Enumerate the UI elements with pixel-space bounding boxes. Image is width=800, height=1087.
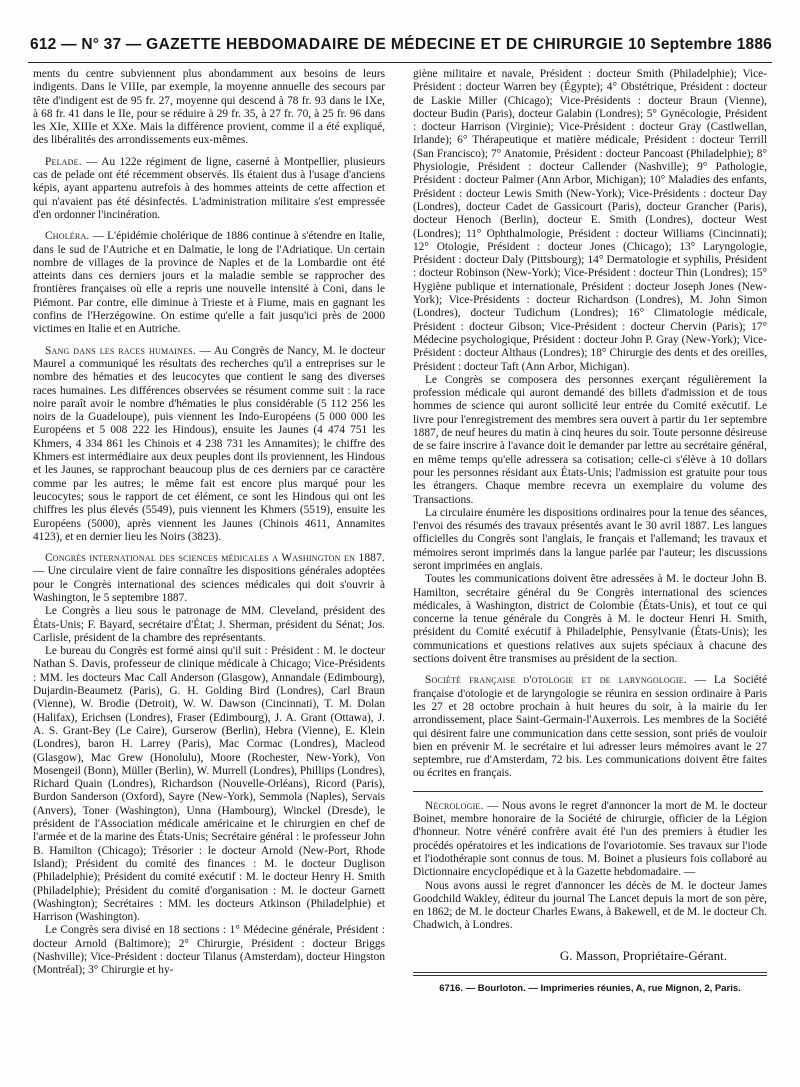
issue-date: 10 Septembre 1886 (628, 36, 772, 53)
page-header (30, 36, 772, 60)
right-column (413, 68, 767, 995)
paragraph-congres-patronage: Le Congrès a lieu sous le patronage de MM. Cleveland, président des États-Unis; F. Bayard, secrétaire d'État; J. Sherman, président du Sénat; Jos. Carlisle, président de la chambre des représentants. (33, 605, 385, 644)
heading-pelade: Pelade. (45, 155, 82, 168)
paragraph-circulaire: La circulaire énumère les dispositions ordinaires pour la tenue des séances, l'envoi des résumés des travaux présentés avant le 30 avril 1887. Les langues officielles du Congrès sont l'anglais, le français et l'allemand; les travaux et mémoires seront imprimés dans la langue parlée par l'auteur; les discussions seront imprimées en anglais. (413, 506, 767, 572)
page-number: 612 (30, 36, 57, 53)
paragraph-necrologie-2: Nous avons aussi le regret d'annoncer les décès de M. le docteur James Goodchild Wakley, éditeur du journal The Lancet depuis la mort de son père, en 1862; de M. le docteur Charles Ewans, à Bakewell, et de M. le docteur Ch. Chadwich, à Londres. (413, 879, 767, 932)
heading-necrologie: Nécrologie. (425, 799, 484, 812)
left-column (33, 68, 385, 978)
text-sang: — Au Congrès de Nancy, M. le docteur Maurel a communiqué les résultats des recherches qu'il a entreprises sur le nombre des hématies et des leucocytes que contient le sang des diverses races humaines. Les différences observées se résument comme suit : la race noire paraît avoir le nombre d'hématies le plus considérable (5 112 256 les noirs de la Guadeloupe), puis viennent les Indo-Européens (5 000 000 les Européens et 5 008 222 les Hindous), ensuite les Jaunes (4 474 751 les Khmers, 4 334 861 les Chinois et 4 238 731 les Annamites); le chiffre des Khmers est intermédiaire aux deux peuples dont ils proviennent, les Hindous et les Jaunes, se rapprochant beaucoup plus de ces derniers par ce caractère comme par les autres; le même fait est encore plus marqué pour les leucocytes; sous le rapport de cet élément, ce sont les Hindous qui ont les chiffres les plus élevés (5549), puis viennent les Khmers (5519), ensuite les Européens (5000), après viennent les Jaunes (Chinois 4611, Annamites 4123), et en dernier lieu les Noirs (3823). (33, 344, 385, 543)
issue-number: — N° 37 — (61, 36, 142, 53)
text-necrologie: — Nous avons le regret d'annoncer la mort de M. le docteur Boinet, membre honoraire de la Société de chirurgie, officier de la Légion d'honneur. Notre vénéré confrère avait été l'un des premiers à étudier les procédés opératoires et les indications de l'ovariotomie. Ses travaux sur l'iode et l'iodothérapie sont connus de tous. M. Boinet a plusieurs fois collaboré au Dictionnaire encyclopédique et à la Gazette hebdomadaire. — (413, 799, 767, 879)
paragraph-communications: Toutes les communications doivent être adressées à M. le docteur John B. Hamilton, secrétaire général du 9e Congrès international des sciences médicales, à Washington, district de Colombie (États-Unis), et tout ce qui concerne la tenue générale du Congrès à M. le docteur Henri H. Smith, président du Comité exécutif à Philadelphie, Pensylvanie (États-Unis); les communications et questions relatives aux sujets spéciaux à chacune des sections doivent être transmises au président de la section. (413, 573, 767, 666)
heading-congres: Congrès international des sciences médicales a Washington en 1887. (45, 552, 385, 565)
paragraph-cholera (33, 230, 385, 336)
paragraph-congres-sections: Le Congrès sera divisé en 18 sections : 1° Médecine générale, Président : docteur Arnold (Baltimore); 2° Chirurgie, Président : docteur Briggs (Nashville); Vice-Président : docteur Tilanus (Amsterdam), docteur Hingston (Montréal); 3° Chirurgie et hy- (33, 924, 385, 977)
paragraph-sang (33, 345, 385, 544)
text-pelade: — Au 122e régiment de ligne, caserné à Montpellier, plusieurs cas de pelade ont été récemment observés. Ils étaient dus à l'usage d'anciens képis, ayant appartenu autrefois à des hommes atteints de cette affection et qui n'avaient pas été désinfectés. L'administration militaire s'est empressée d'en ordonner l'incinération. (33, 155, 385, 221)
paragraph-pelade (33, 156, 385, 222)
paragraph-arrondissements: ments du centre subviennent plus abondamment aux besoins de leurs indigents. Dans le VIIIe, par exemple, la moyenne annuelle des secours par tête d'indigent est de 95 fr. 27, moyenne qui descend à 78 fr. 93 dans le IXe, à 68 fr. 41 dans le IIe, pour se réduire à 29 fr. 35, à 27 fr. 70, à 25 fr. 96 dans les XIe, XIIIe et XXe. Mais la différence provient, comme il a été expliqué, des libéralités des arrondissements eux-mêmes. (33, 68, 385, 147)
publisher-signature: G. Masson, Propriétaire-Gérant. (559, 947, 727, 963)
heading-sang: Sang dans les races humaines. (45, 344, 196, 357)
section-divider (413, 791, 763, 792)
paragraph-congres-bureau: Le bureau du Congrès est formé ainsi qu'il suit : Président : M. le docteur Nathan S. Davis, professeur de clinique médicale à Chicago; Vice-Présidents : MM. les docteurs Mac Call Anderson (Glasgow), Annandale (Edimbourg), Dujardin-Beaumetz (Paris), G. H. Golding Bird (Londres), Carl Braun (Vienne), W. Brodie (Detroit), W. W. Dawson (Cincinnati), T. M. Dolan (Halifax), Erichsen (Londres), Fraser (Edimbourg), J. A. Grant (Ottawa), J. A. S. Grant-Bey (Le Caire), Gurserow (Berlin), Hebra (Vienne), E. Klein (Londres), baron H. Larrey (Paris), Mac Cormac (Londres), Macleod (Glasgow), Mac Grew (Honolulu), Moore (Rochester, New-York), Von Mosengeil (Bonn), Müller (Berlin), W. Murrell (Londres), Phillips (Londres), Richard Quain (Londres), Richardson (Nouvelle-Orléans), Ricord (Paris), Burdon Sanderson (Oxford), Sayre (New-York), Semmola (Naples), Servais (Anvers), Toner (Washington), Unna (Hambourg), Winckel (Dresde), le président de l'Association médicale américaine et le chirurgien en chef de l'armée et de la marine des États-Unis; Secrétaire général : le professeur John B. Hamilton (Chicago); Trésorier : le docteur Arnold (New-Port, Rhode Island); Président du comité des finances : M. le docteur Duglison (Philadelphie); Président du comité exécutif : M. le docteur Henry H. Smith (Philadelphie); Président du comité d'organisation : M. le docteur Garnett (Washington); Secrétaires : MM. les docteurs Atkinson (Philadelphie) et Harrison (Washington). (33, 645, 385, 924)
header-rule (28, 62, 772, 63)
paragraph-societe (413, 674, 767, 780)
paragraph-necrologie (413, 800, 767, 880)
heading-societe: Société française d'otologie et de laryngologie. (425, 674, 687, 687)
paragraph-sections-cont: giène militaire et navale, Président : docteur Smith (Philadelphie); Vice-Président : docteur Warren bey (Égypte); 4° Obstétrique, Président : docteur de Laskie Miller (Chicago); Vice-Présidents : docteur Braun (Vienne), docteur Budin (Paris), docteur Galabin (Londres); 5° Gynécologie, Président : docteur Harrison (Virginie); Vice-Président : docteur Gray (Castlwellan, Irlande); 6° Thérapeutique et matière médicale, Président : docteur Terrill (San Francisco); 7° Anatomie, Président : docteur Pancoast (Philadelphie); 8° Physiologie, Président : docteur Callender (Nashville); 9° Pathologie, Président : docteur Palmer (Ann Arbor, Michigan); 10° Maladies des enfants, Président : docteur Lewis Smith (New-York); Vice-Présidents : docteur Day (Londres), docteur Cadet de Gassicourt (Paris), docteur Grancher (Paris), docteur Henoch (Berlin), docteur E. Smith (Londres), docteur West (Londres); 11° Ophthalmologie, Président : docteur Williams (Cincinnati); 12° Otologie, Président : docteur Jones (Chicago); 13° Laryngologie, Président : docteur Daly (Pittsbourg); 14° Dermatologie et syphilis, Président : docteur Robinson (New-York); Vice-Président : docteur Thin (Londres); 15° Hygiène publique et internationale, Président : docteur Joseph Jones (New-York); Vice-Présidents : docteur Richardson (Londres), M. John Simon (Londres), docteur Tudichum (Londres); 16° Climatologie médicale, Président : docteur Gibson; Vice-Président : docteur Chervin (Paris); 17° Médecine psychologique, Président : docteur John P. Gray (New-York); Vice-Président : docteur Althaus (Londres); 18° Chirurgie des dents et des oreilles, Président : docteur Taft (Ann Arbor, Michigan). (413, 68, 767, 373)
paragraph-congres (33, 552, 385, 605)
footer-rule-2 (413, 975, 767, 976)
heading-cholera: Choléra. (45, 230, 90, 243)
text-congres-intro: — Une circulaire vient de faire connaître les dispositions générales adoptées pour le Congrès international des sciences médicales qui doit s'ouvrir à Washington, le 5 septembre 1887. (33, 565, 385, 604)
footer-rule (413, 972, 767, 973)
paragraph-composition: Le Congrès se composera des personnes exerçant régulièrement la profession médicale qui auront demandé des billets d'admission et de tous hommes de science qui auront sollicité leur entrée du Comité exécutif. Le livre pour l'enregistrement des membres sera ouvert à partir du 1er septembre 1887, de neuf heures du matin à cinq heures du soir. Toute personne désireuse de se faire inscrire à l'avance doit le demander par lettre au secrétaire général, en même temps qu'elle adressera sa cotisation; celle-ci s'élève à 10 dollars pour les personnes résidant aux États-Unis; l'admission est gratuite pour tous les étrangers. Chaque membre recevra un exemplaire du volume des Transactions. (413, 373, 767, 506)
text-societe: — La Société française d'otologie et de laryngologie se réunira en session ordinaire à Paris les 27 et 28 octobre prochain à huit heures du soir, à la mairie du Ier arrondissement, place Saint-Germain-l'Auxerrois. Les membres de la Société qui désirent faire une communication dans cette session, sont priés de vouloir bien en prévenir M. le secrétaire et lui adresser leurs mémoires avant le 27 septembre, rue d'Amsterdam, 72 bis. Les communications doivent être faites ou écrites en français. (413, 674, 767, 780)
text-cholera: — L'épidémie cholérique de 1886 continue à s'étendre en Italie, dans le sud de l'Autriche et en Dalmatie, le long de l'Adriatique. Un certain nombre de villages de la province de Naples et de la Lombardie ont été atteints dans ces derniers jours et la maladie semble se rapprocher des frontières françaises où elle a repris une nouvelle intensité à Coni, dans le Piémont. Par contre, elle diminue à Trieste et à Fiume, mais en gagnant les confins de l'Herzégowine. On estime qu'elle a fait jusqu'ici près de 2000 victimes en Italie et en Autriche. (33, 230, 385, 336)
journal-title: GAZETTE HEBDOMADAIRE DE MÉDECINE ET DE CHIRURGIE (146, 36, 624, 53)
printer-imprint: 6716. — Bourloton. — Imprimeries réunies, A, rue Mignon, 2, Paris. (439, 983, 741, 994)
